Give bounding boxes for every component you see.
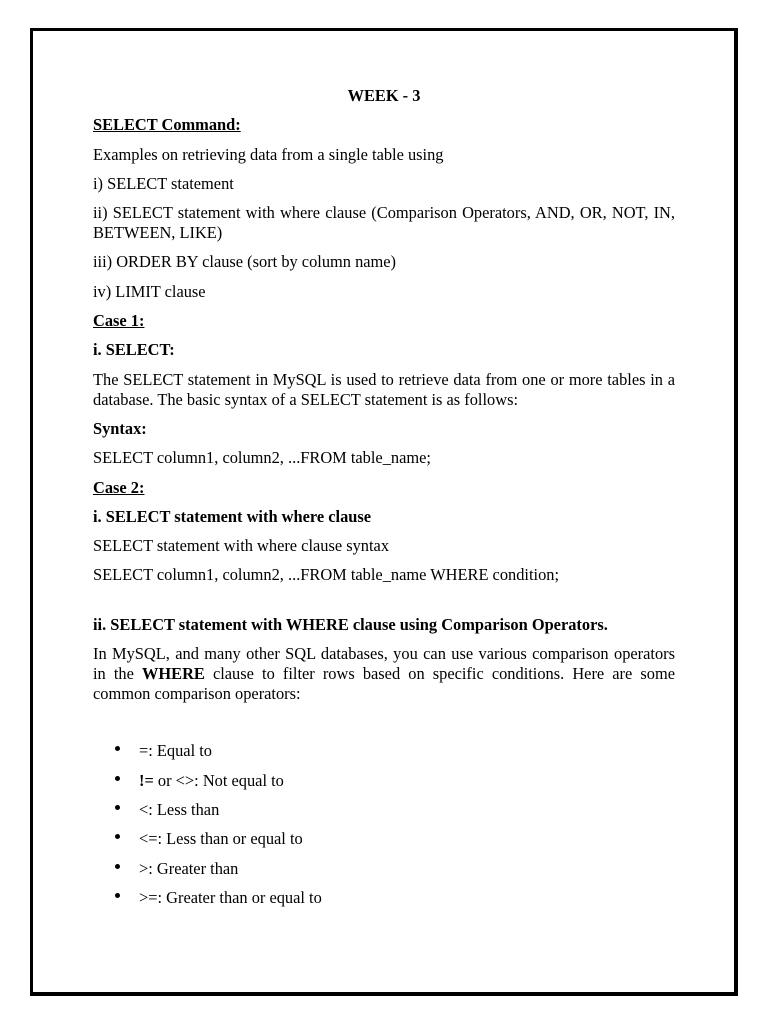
operator-description: Less than xyxy=(156,799,220,819)
topic-item: iv) LIMIT clause xyxy=(93,281,206,301)
case-1-description: The SELECT statement in MySQL is used to retrieve data from one or more tables in a database. The basic syntax of a SELECT statement is as follows: xyxy=(93,369,675,409)
case-1-syntax: SELECT column1, column2, ...FROM table_name; xyxy=(93,448,431,468)
list-item xyxy=(93,829,675,849)
operator-connector: or xyxy=(153,770,176,790)
case-1-label: Case 1: xyxy=(93,311,145,331)
operator-separator: : xyxy=(148,799,157,819)
operator-description: Greater than or equal to xyxy=(166,887,322,907)
list-item xyxy=(93,888,675,908)
case-2-syntax-intro: SELECT statement with where clause syntax xyxy=(93,536,390,556)
where-keyword: WHERE xyxy=(142,664,205,684)
intro-text: Examples on retrieving data from a single table using xyxy=(93,144,444,164)
topic-item: i) SELECT statement xyxy=(93,173,234,193)
document-title: WEEK - 3 xyxy=(347,86,421,105)
list-item xyxy=(93,800,675,820)
topic-item: ii) SELECT statement with where clause (Comparison Operators, AND, OR, NOT, IN, BETWEEN, LIKE) xyxy=(93,203,675,243)
bullet-icon xyxy=(115,864,120,869)
operator-separator: : xyxy=(148,858,157,878)
operator-symbol: >= xyxy=(139,887,158,907)
bullet-icon xyxy=(115,776,120,781)
operator-separator: : xyxy=(157,829,167,849)
operator-description: Equal to xyxy=(156,741,212,761)
operator-list xyxy=(93,741,675,907)
operator-symbol: > xyxy=(139,858,149,878)
list-item xyxy=(93,859,675,879)
operator-symbol: <= xyxy=(139,829,158,849)
case-2-subheading-2: ii. SELECT statement with WHERE clause using Comparison Operators. xyxy=(93,614,608,634)
list-item xyxy=(93,741,675,761)
case-2-label: Case 2: xyxy=(93,477,145,497)
section-heading: SELECT Command: xyxy=(93,115,241,135)
operator-symbol-alt: <> xyxy=(175,770,195,790)
bullet-icon xyxy=(115,834,120,839)
document-body xyxy=(93,86,675,917)
spacer xyxy=(93,595,675,615)
list-item xyxy=(93,771,675,791)
operator-separator: : xyxy=(194,770,203,790)
spacer xyxy=(93,713,675,741)
operator-symbol: < xyxy=(139,799,149,819)
case-1-subheading: i. SELECT: xyxy=(93,340,175,360)
syntax-label: Syntax: xyxy=(93,418,147,438)
case-2-syntax: SELECT column1, column2, ...FROM table_name WHERE condition; xyxy=(93,565,560,585)
operator-separator: : xyxy=(157,887,167,907)
description-text: clause to filter rows based on specific conditions. Here are some common comparison operators: xyxy=(93,664,676,704)
description-text: In MySQL, and many other SQL databases, you can use various comparison operators in the xyxy=(93,644,675,684)
operator-description: Not equal to xyxy=(202,770,284,790)
bullet-icon xyxy=(115,893,120,898)
topic-item: iii) ORDER BY clause (sort by column name) xyxy=(93,252,397,272)
operator-description: Less than or equal to xyxy=(166,829,303,849)
comparison-description xyxy=(93,644,675,704)
operator-description: Greater than xyxy=(156,858,239,878)
operator-symbol: = xyxy=(139,741,149,761)
operator-symbol: != xyxy=(139,770,154,790)
operator-separator: : xyxy=(148,741,157,761)
case-2-subheading: i. SELECT statement with where clause xyxy=(93,506,372,526)
bullet-icon xyxy=(115,805,120,810)
bullet-icon xyxy=(115,746,120,751)
